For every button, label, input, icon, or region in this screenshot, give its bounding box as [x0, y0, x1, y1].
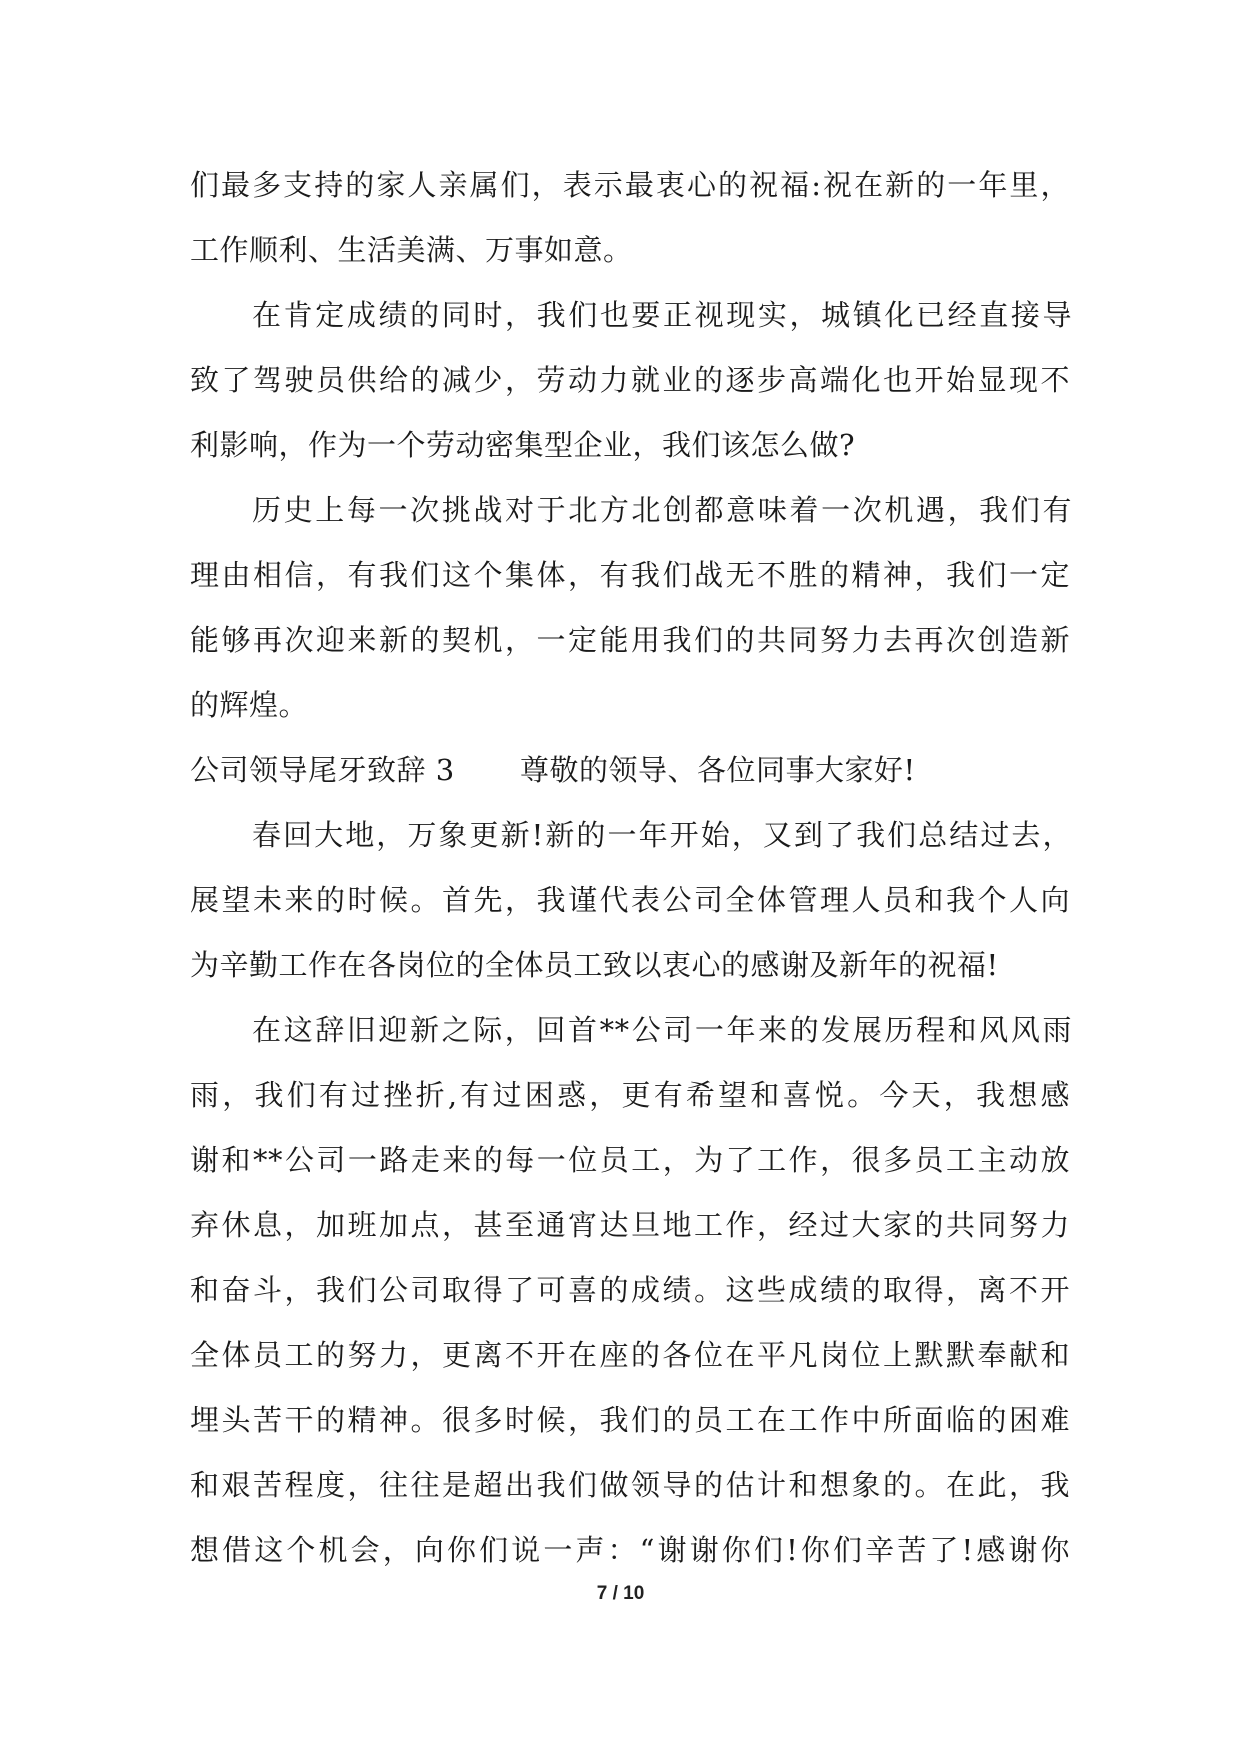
- paragraph-line: 的辉煌。: [190, 688, 309, 722]
- paragraph-line: 弃休息，加班加点，甚至通宵达旦地工作，经过大家的共同努力: [190, 1208, 1070, 1242]
- paragraph-line: 展望未来的时候。首先，我谨代表公司全体管理人员和我个人向: [190, 883, 1070, 917]
- paragraph-line: 全体员工的努力，更离不开在座的各位在平凡岗位上默默奉献和: [190, 1338, 1070, 1372]
- paragraph-line: 雨，我们有过挫折,有过困惑，更有希望和喜悦。今天，我想感: [190, 1078, 1070, 1112]
- paragraph-line: 致了驾驶员供给的减少，劳动力就业的逐步高端化也开始显现不: [190, 363, 1070, 397]
- paragraph-line: 在肯定成绩的同时，我们也要正视现实，城镇化已经直接导: [252, 298, 1072, 332]
- paragraph-line: 埋头苦干的精神。很多时候，我们的员工在工作中所面临的困难: [190, 1403, 1070, 1437]
- paragraph-line: 理由相信，有我们这个集体，有我们战无不胜的精神，我们一定: [190, 558, 1070, 592]
- paragraph-line: 想借这个机会，向你们说一声：“谢谢你们!你们辛苦了!感谢你: [190, 1533, 1070, 1567]
- paragraph-line: 和艰苦程度，往往是超出我们做领导的估计和想象的。在此，我: [190, 1468, 1070, 1502]
- paragraph-line: 为辛勤工作在各岗位的全体员工致以衷心的感谢及新年的祝福!: [190, 948, 999, 982]
- paragraph-line: 春回大地，万象更新!新的一年开始，又到了我们总结过去，: [252, 818, 1072, 852]
- paragraph-line: 谢和**公司一路走来的每一位员工，为了工作，很多员工主动放: [190, 1143, 1070, 1177]
- paragraph-line: 利影响，作为一个劳动密集型企业，我们该怎么做?: [190, 428, 856, 462]
- section-title: 公司领导尾牙致辞 3: [190, 753, 455, 787]
- paragraph-line: 们最多支持的家人亲属们，表示最衷心的祝福:祝在新的一年里，: [190, 168, 1070, 202]
- paragraph-line: 和奋斗，我们公司取得了可喜的成绩。这些成绩的取得，离不开: [190, 1273, 1070, 1307]
- greeting-text: 尊敬的领导、各位同事大家好!: [520, 753, 916, 787]
- paragraph-line: 在这辞旧迎新之际，回首**公司一年来的发展历程和风风雨: [252, 1013, 1072, 1047]
- paragraph-line: 工作顺利、生活美满、万事如意。: [190, 233, 633, 267]
- paragraph-line: 历史上每一次挑战对于北方北创都意味着一次机遇，我们有: [252, 493, 1072, 527]
- page-number: 7 / 10: [596, 1583, 645, 1604]
- section-heading: [190, 750, 1190, 790]
- paragraph-line: 能够再次迎来新的契机，一定能用我们的共同努力去再次创造新: [190, 623, 1070, 657]
